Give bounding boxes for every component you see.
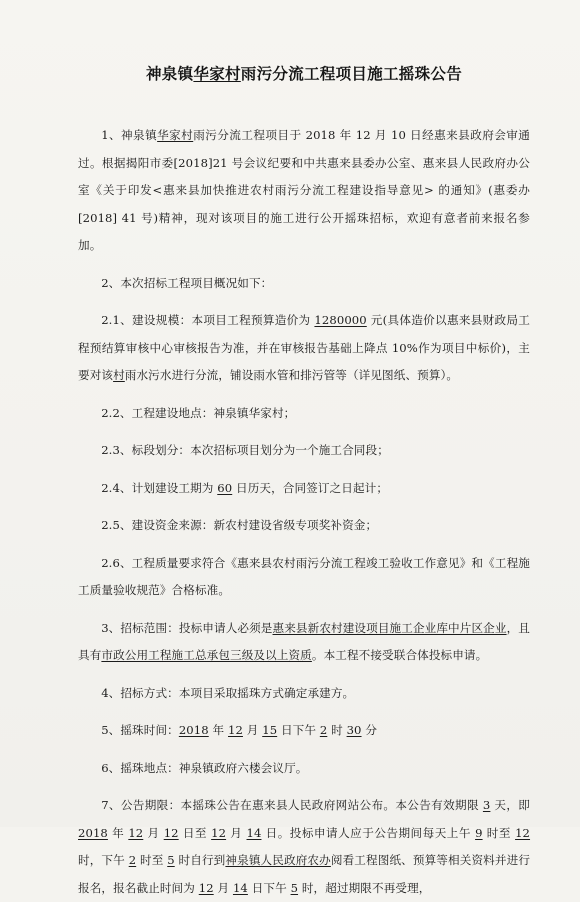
paragraph-2-2: 2.2、工程建设地点：神泉镇华家村； — [101, 405, 296, 420]
paragraph-2: 2、本次招标工程项目概况如下： — [101, 275, 273, 290]
paragraph-1: 1、神泉镇华家村雨污分流工程项目于 2018 年 12 月 10 日经惠来县政府会审通过。根据揭阳市委[2018]21 号会议纪要和中共惠来县委办公室、惠来县人民政府办公室《关于印发<惠来县加快推进农村雨污分流工程建设指导意见> 的通知》(惠委办 [2018] 41 号)精神，现对该项目的施工进行公开摇珠招标，欢迎有意者前来报名参加。 — [78, 128, 530, 252]
paragraph-2-4: 2.4、计划建设工期为 60 日历天，合同签订之日起计； — [101, 480, 389, 495]
paragraph-5: 5、摇珠时间：2018 年 12 月 15 日下午 2 时 30 分 — [101, 723, 378, 737]
paragraph-6: 6、摇珠地点：神泉镇政府六楼会议厅。 — [101, 760, 308, 775]
document-title — [78, 62, 530, 84]
title-text-rest: 雨污分流工程项目施工摇珠公告 — [240, 65, 462, 83]
title-village: 华家村 — [193, 65, 241, 83]
paragraph-2-6: 2.6、工程质量要求符合《惠来县农村雨污分流工程竣工验收工作意见》和《工程施工质量验收规范》合格标准。 — [78, 555, 530, 597]
paragraph-7: 7、公告期限：本摇珠公告在惠来县人民政府网站公布。本公告有效期限 3 天，即 2018 年 12 月 12 日至 12 月 14 日。投标申请人应于公告期间每天上午 9 时至 12 时，下午 2 时至 5 时自行到神泉镇人民政府农办阅看工程图纸、预算等相关资料并进行报名，报名截止时间为 12 月 14 日下午 5 时，超过期限不再受理， — [78, 798, 531, 895]
paragraph-3: 3、招标范围：投标申请人必须是惠来县新农村建设项目施工企业库中片区企业，且具有市政公用工程施工总承包三级及以上资质。本工程不接受联合体投标申请。 — [78, 620, 530, 662]
paragraph-2-5: 2.5、建设资金来源：新农村建设省级专项奖补资金； — [101, 518, 378, 532]
paragraph-2-1: 2.1、建设规模：本项目工程预算造价为 1280000 元(具体造价以惠来县财政局工程预结算审核中心审核报告为准，并在审核报告基础上降点 10%作为项目中标价)，主要对该村雨水污水进行分流，铺设雨水管和排污管等（详见图纸、预算）。 — [78, 313, 530, 382]
paragraph-4: 4、招标方式：本项目采取摇珠方式确定承建方。 — [101, 685, 355, 700]
paragraph-2-3: 2.3、标段划分：本次招标项目划分为一个施工合同段； — [101, 443, 389, 457]
title-text: 神泉镇 — [145, 65, 194, 83]
